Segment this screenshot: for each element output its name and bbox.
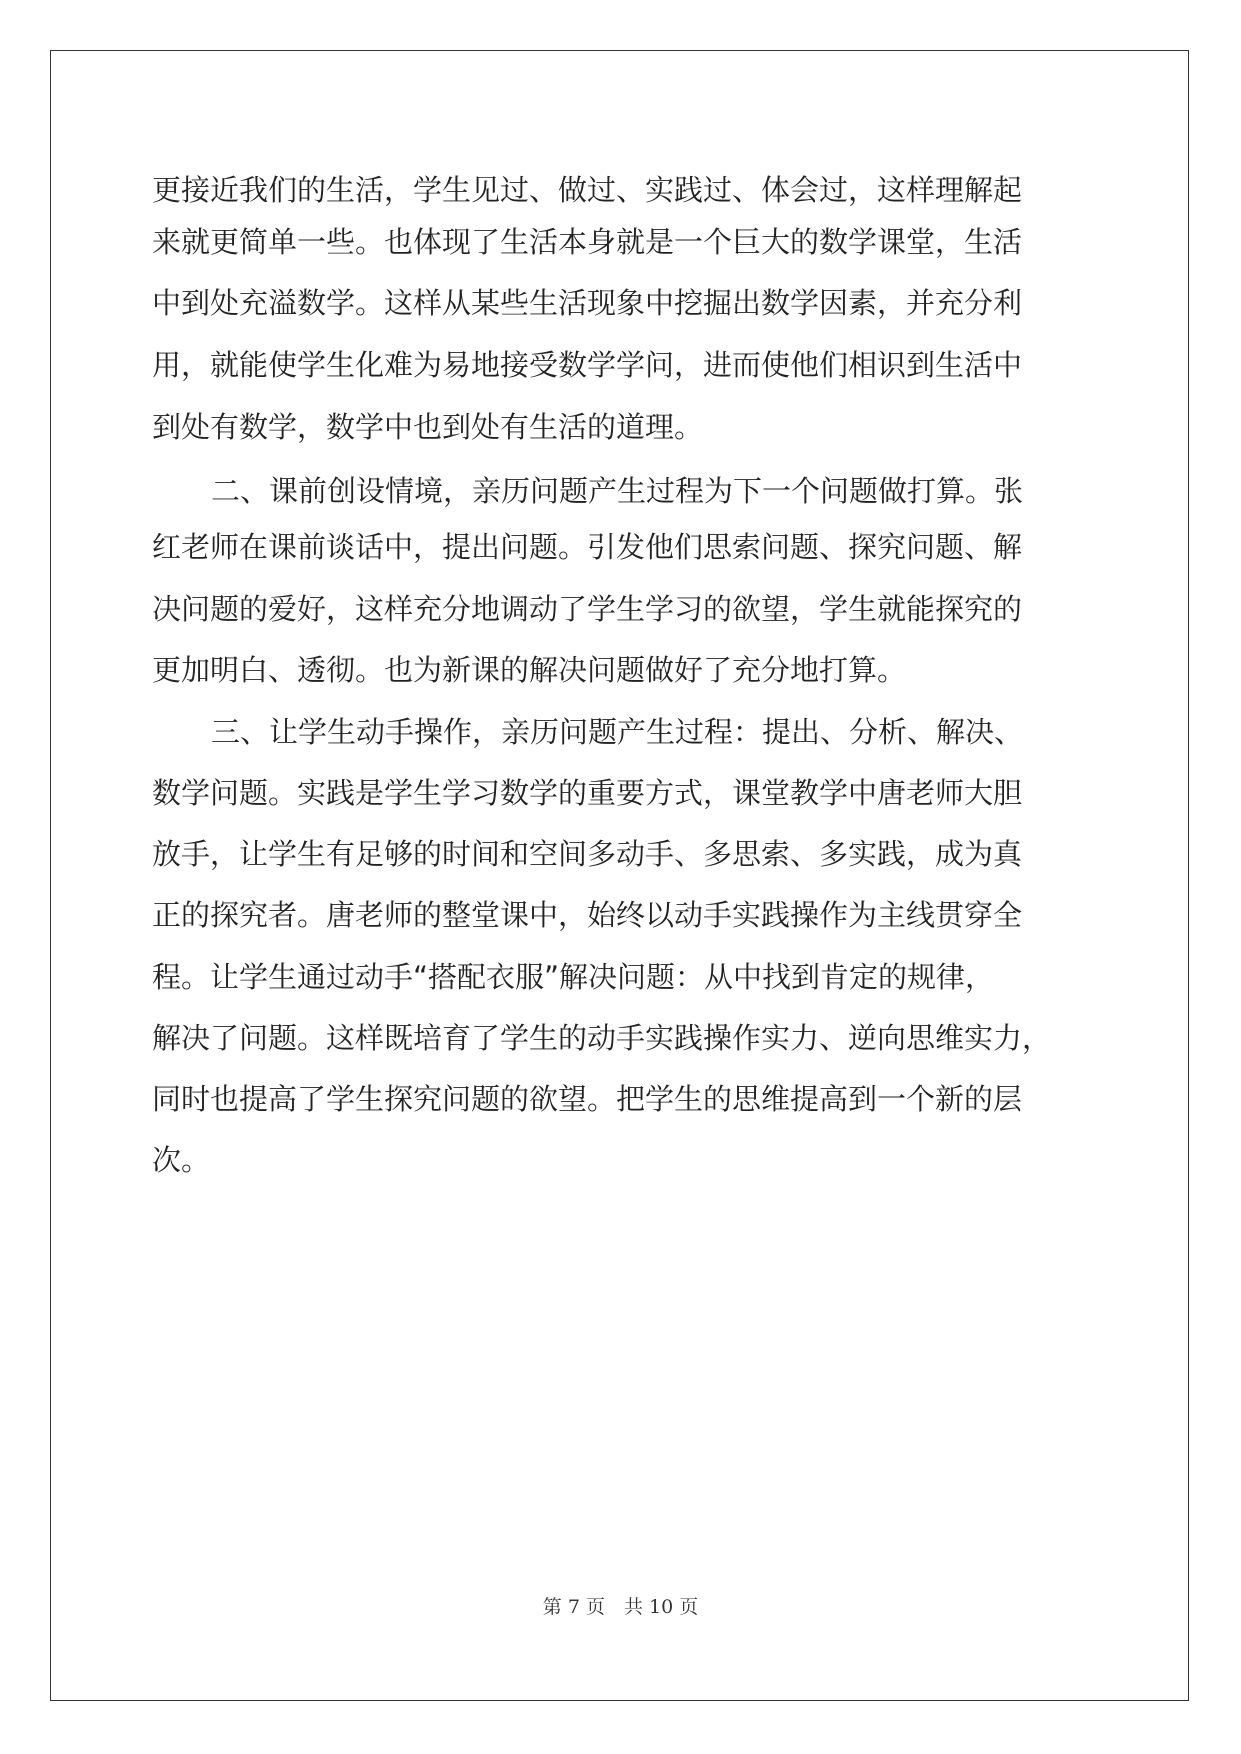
text-line: 到处有数学，数学中也到处有生活的道理。	[152, 410, 704, 444]
text-line: 次。	[152, 1143, 211, 1177]
text-line: 数学问题。实践是学生学习数学的重要方式，课堂教学中唐老师大胆	[152, 776, 1023, 810]
text-line: 正的探究者。唐老师的整堂课中，始终以动手实践操作为主线贯穿全	[152, 898, 1023, 932]
paragraph-3-first-line: 三、让学生动手操作，亲历问题产生过程：提出、分析、解决、	[211, 715, 1024, 749]
text-line: 程。让学生通过动手“搭配衣服”解决问题：从中找到肯定的规律，	[152, 960, 995, 994]
text-line: 放手，让学生有足够的时间和空间多动手、多思索、多实践，成为真	[152, 837, 1023, 871]
text-line: 更加明白、透彻。也为新课的解决问题做好了充分地打算。	[152, 653, 907, 687]
page-number-footer: 第 7 页 共 10 页	[542, 1596, 699, 1618]
text-line: 来就更简单一些。也体现了生活本身就是一个巨大的数学课堂，生活	[152, 225, 1023, 259]
text-line: 更接近我们的生活，学生见过、做过、实践过、体会过，这样理解起	[152, 173, 1023, 207]
text-line: 用，就能使学生化难为易地接受数学学问，进而使他们相识到生活中	[152, 348, 1023, 382]
text-line: 中到处充溢数学。这样从某些生活现象中挖掘出数学因素，并充分利	[152, 286, 1023, 320]
text-line: 同时也提高了学生探究问题的欲望。把学生的思维提高到一个新的层	[152, 1082, 1023, 1116]
paragraph-2-first-line: 二、课前创设情境，亲历问题产生过程为下一个问题做打算。张	[211, 474, 1024, 508]
text-line: 决问题的爱好，这样充分地调动了学生学习的欲望，学生就能探究的	[152, 592, 1023, 626]
text-line: 红老师在课前谈话中，提出问题。引发他们思索问题、探究问题、解	[152, 530, 1023, 564]
text-line: 解决了问题。这样既培育了学生的动手实践操作实力、逆向思维实力，	[152, 1021, 1052, 1055]
